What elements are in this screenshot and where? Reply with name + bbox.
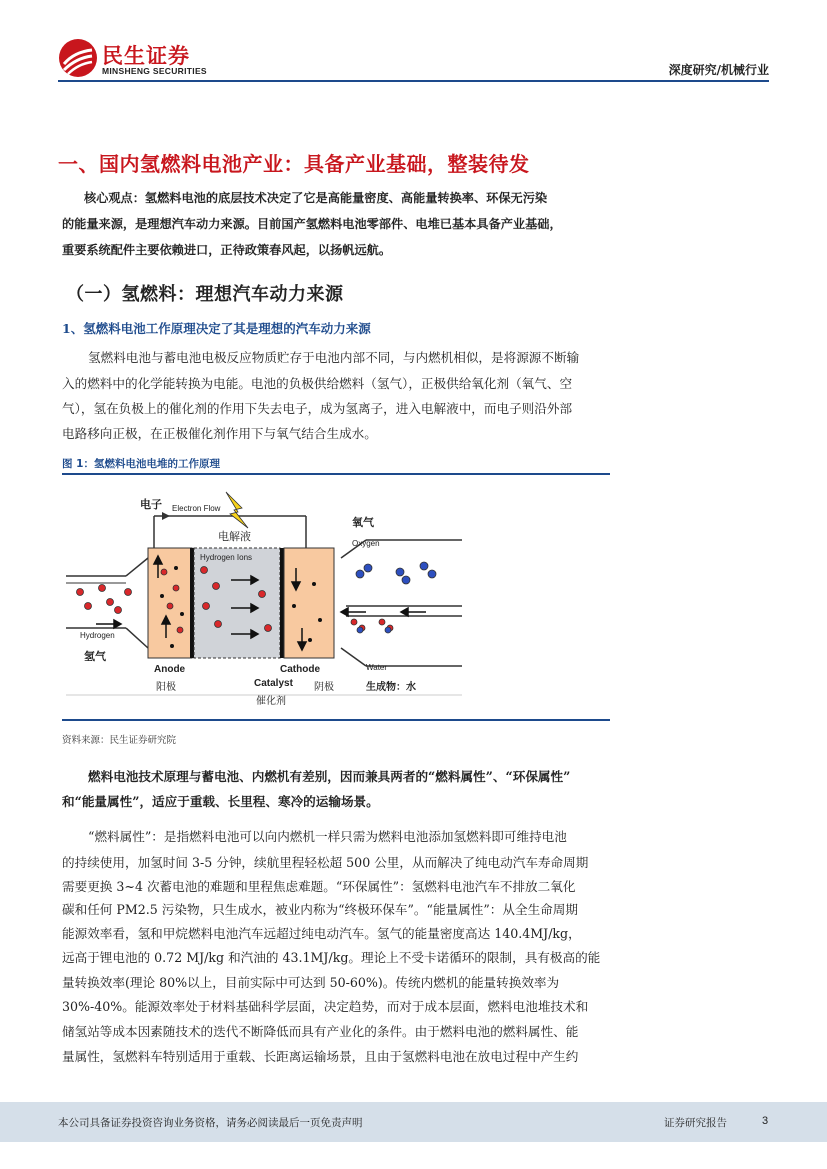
body-line: 碳和任何 PM2.5 污染物，只生成水，被业内称为“终极环保车”。“能量属性”：从全生命周期 bbox=[62, 902, 578, 917]
logo-name-en: MINSHENG SECURITIES bbox=[102, 66, 207, 76]
label-oxygen-cn: 氧气 bbox=[352, 516, 374, 529]
header-divider bbox=[58, 80, 769, 82]
figure-top-rule bbox=[62, 473, 610, 475]
para-line: 入的燃料中的化学能转换为电能。电池的负极供给燃料（氢气），正极供给氧化剂（氧气、空 bbox=[62, 376, 573, 391]
label-anode-cn: 阳极 bbox=[156, 682, 176, 693]
para-line: 氢燃料电池与蓄电池电极反应物质贮存于电池内部不同，与内燃机相似，是将源源不断输 bbox=[88, 350, 580, 365]
point-title: 1、氢燃料电池工作原理决定了其是理想的汽车动力来源 bbox=[62, 321, 371, 336]
figure-title: 图 1：氢燃料电池电堆的工作原理 bbox=[62, 458, 220, 470]
label-electron-cn: 电子 bbox=[140, 498, 162, 511]
body-line: 能源效率看，氢和甲烷燃料电池汽车远超过纯电动汽车。氢气的能量密度高达 140.4MJ/kg， bbox=[62, 926, 581, 941]
document-category: 深度研究/机械行业 bbox=[668, 63, 769, 77]
summary-line: 和“能量属性”，适应于重载、长里程、寒冷的运输场景。 bbox=[62, 794, 379, 809]
core-view-line-2: 的能量来源，是理想汽车动力来源。目前国产氢燃料电池零部件、电堆已基本具备产业基础， bbox=[62, 217, 562, 231]
figure-bottom-rule bbox=[62, 719, 610, 721]
label-water: Water bbox=[366, 663, 388, 672]
label-oxygen-en: Oxygen bbox=[352, 539, 380, 548]
oxygen-molecules bbox=[356, 562, 436, 633]
label-cathode: Cathode bbox=[280, 664, 320, 675]
body-line: 需要更换 3~4 次蓄电池的难题和里程焦虑难题。“环保属性”：氢燃料电池汽车不排放二氧化 bbox=[62, 879, 576, 894]
core-view-line-1: 核心观点：氢燃料电池的底层技术决定了它是高能量密度、高能量转换率、环保无污染 bbox=[84, 191, 548, 205]
minsheng-logo-icon bbox=[58, 38, 98, 78]
logo-name-cn: 民生证券 bbox=[102, 44, 190, 68]
page-number: 3 bbox=[762, 1115, 769, 1127]
lightning-bolt-icon bbox=[226, 492, 248, 528]
para-line: 气），氢在负极上的催化剂的作用下失去电子，成为氢离子，进入电解液中，而电子则沿外部 bbox=[62, 401, 573, 416]
footer-disclaimer: 本公司具备证券投资咨询业务资格，请务必阅读最后一页免责声明 bbox=[58, 1117, 363, 1129]
label-product: 生成物：水 bbox=[366, 682, 416, 693]
body-line: 远高于锂电池的 0.72 MJ/kg 和汽油的 43.1MJ/kg。理论上不受卡诺循环的限制，具有极高的能 bbox=[62, 950, 601, 965]
figure-source: 资料来源：民生证券研究院 bbox=[62, 735, 177, 746]
core-view-line-3: 重要系统配件主要依赖进口，正待政策春风起，以扬帆远航。 bbox=[62, 243, 392, 257]
label-cathode-cn: 阴极 bbox=[314, 682, 334, 693]
body-line: 的持续使用，加氢时间 3-5 分钟，续航里程轻松超 500 公里，从而解决了纯电动汽车寿命周期 bbox=[62, 855, 589, 870]
label-electron-flow: Electron Flow bbox=[172, 504, 221, 513]
body-line: 量属性，氢燃料车特别适用于重载、长距离运输场景，且由于氢燃料电池在放电过程中产生约 bbox=[62, 1049, 579, 1064]
label-hydrogen-cn: 氢气 bbox=[84, 650, 106, 663]
section-title: 一、国内氢燃料电池产业：具备产业基础，整装待发 bbox=[58, 152, 530, 176]
fuel-cell-diagram bbox=[66, 488, 462, 708]
body-line: 储氢站等成本因素随技术的迭代不断降低而具有产业化的条件。由于燃料电池的燃料属性、能 bbox=[62, 1024, 579, 1039]
oxygen-pipe bbox=[341, 540, 462, 666]
label-hydrogen-en: Hydrogen bbox=[80, 631, 115, 640]
label-catalyst-cn: 催化剂 bbox=[256, 696, 286, 707]
body-line: 量转换效率(理论 80%以上，目前实际中可达到 50-60%)。传统内燃机的能量转换效率为 bbox=[62, 975, 560, 990]
label-anode: Anode bbox=[154, 664, 186, 675]
subsection-title: （一）氢燃料：理想汽车动力来源 bbox=[66, 284, 344, 305]
body-line: “燃料属性”：是指燃料电池可以向内燃机一样只需为燃料电池添加氢燃料即可维持电池 bbox=[88, 829, 567, 844]
footer-report-type: 证券研究报告 bbox=[664, 1117, 727, 1129]
label-electrolyte: 电解液 bbox=[218, 530, 251, 543]
body-line: 30%-40%。能源效率处于材料基础科学层面，决定趋势，而对于成本层面，燃料电池堆技术和 bbox=[62, 999, 589, 1014]
label-hydrogen-ions: Hydrogen Ions bbox=[200, 553, 253, 562]
para-line: 电路移向正极，在正极催化剂作用下与氧气结合生成水。 bbox=[62, 426, 377, 441]
label-catalyst: Catalyst bbox=[254, 678, 293, 689]
summary-line: 燃料电池技术原理与蓄电池、内燃机有差别，因而兼具两者的“燃料属性”、“环保属性” bbox=[88, 769, 571, 784]
